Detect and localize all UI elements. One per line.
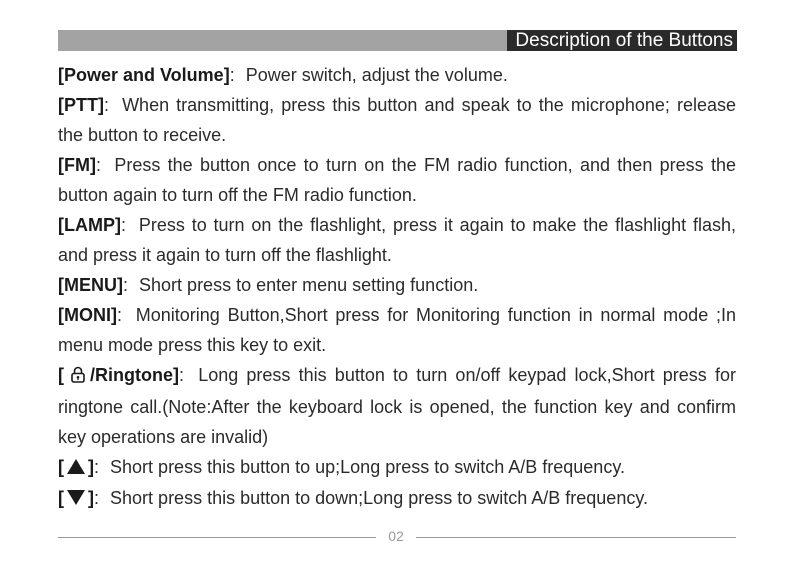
- entry-text: Short press this button to up;Long press to switch A/B frequency.: [110, 457, 625, 477]
- entry-separator: :: [94, 488, 100, 508]
- entry-key: [LAMP]: [58, 215, 121, 235]
- footer-divider-right: [416, 537, 736, 538]
- entry-moni: [58, 300, 736, 360]
- entry-text: Short press to enter menu setting function.: [139, 275, 479, 295]
- entry-key: [58, 488, 94, 508]
- entry-key: [58, 365, 179, 385]
- entry-text: Monitoring Button,Short press for Monitoring function in normal mode ;In menu mode press this key to exit.: [58, 305, 736, 355]
- button-descriptions: [58, 60, 736, 514]
- entry-separator: :: [116, 305, 122, 325]
- entry-text: Press the button once to turn on the FM radio function, and then press the button again to turn off the FM radio function.: [58, 155, 736, 205]
- page-number: 02: [388, 528, 404, 544]
- entry-key: [MONI]: [58, 305, 117, 325]
- entry-lamp: [58, 210, 736, 270]
- key-bracket-close: ]: [88, 488, 94, 508]
- entry-key: [58, 457, 94, 477]
- entry-text: Short press this button to down;Long press to switch A/B frequency.: [110, 488, 648, 508]
- entry-power-volume: [58, 60, 736, 90]
- entry-separator: :: [103, 95, 109, 115]
- entry-key: [Power and Volume]: [58, 65, 230, 85]
- entry-lock-ringtone: [58, 360, 736, 452]
- entry-ptt: [58, 90, 736, 150]
- entry-key: [FM]: [58, 155, 96, 175]
- footer-divider-left: [58, 537, 376, 538]
- entry-separator: :: [178, 365, 184, 385]
- entry-key: [PTT]: [58, 95, 104, 115]
- key-bracket-open: [: [58, 488, 64, 508]
- entry-fm: [58, 150, 736, 210]
- key-bracket-open: [: [58, 457, 64, 477]
- key-bracket-close: ]: [88, 457, 94, 477]
- section-header-bar: [58, 30, 737, 51]
- entry-text: Power switch, adjust the volume.: [245, 65, 508, 85]
- key-label: /Ringtone]: [90, 365, 179, 385]
- entry-down: [58, 483, 736, 514]
- entry-separator: :: [120, 215, 126, 235]
- lock-icon: [70, 362, 86, 392]
- entry-text: When transmitting, press this button and speak to the microphone; release the button to receive.: [58, 95, 736, 145]
- entry-text: Press to turn on the flashlight, press it again to make the flashlight flash, and press it again to turn off the flashlight.: [58, 215, 736, 265]
- entry-text: Long press this button to turn on/off keypad lock,Short press for ringtone call.(Note:After the keyboard lock is opened, the function key and confirm key operations are invalid): [58, 365, 736, 447]
- entry-key: [MENU]: [58, 275, 123, 295]
- down-triangle-icon: [67, 484, 85, 514]
- entry-separator: :: [95, 155, 101, 175]
- section-title: Description of the Buttons: [507, 30, 737, 51]
- key-bracket-open: [: [58, 365, 64, 385]
- entry-separator: :: [229, 65, 235, 85]
- entry-menu: [58, 270, 736, 300]
- entry-separator: :: [94, 457, 100, 477]
- entry-separator: :: [123, 275, 129, 295]
- up-triangle-icon: [67, 453, 85, 483]
- entry-up: [58, 452, 736, 483]
